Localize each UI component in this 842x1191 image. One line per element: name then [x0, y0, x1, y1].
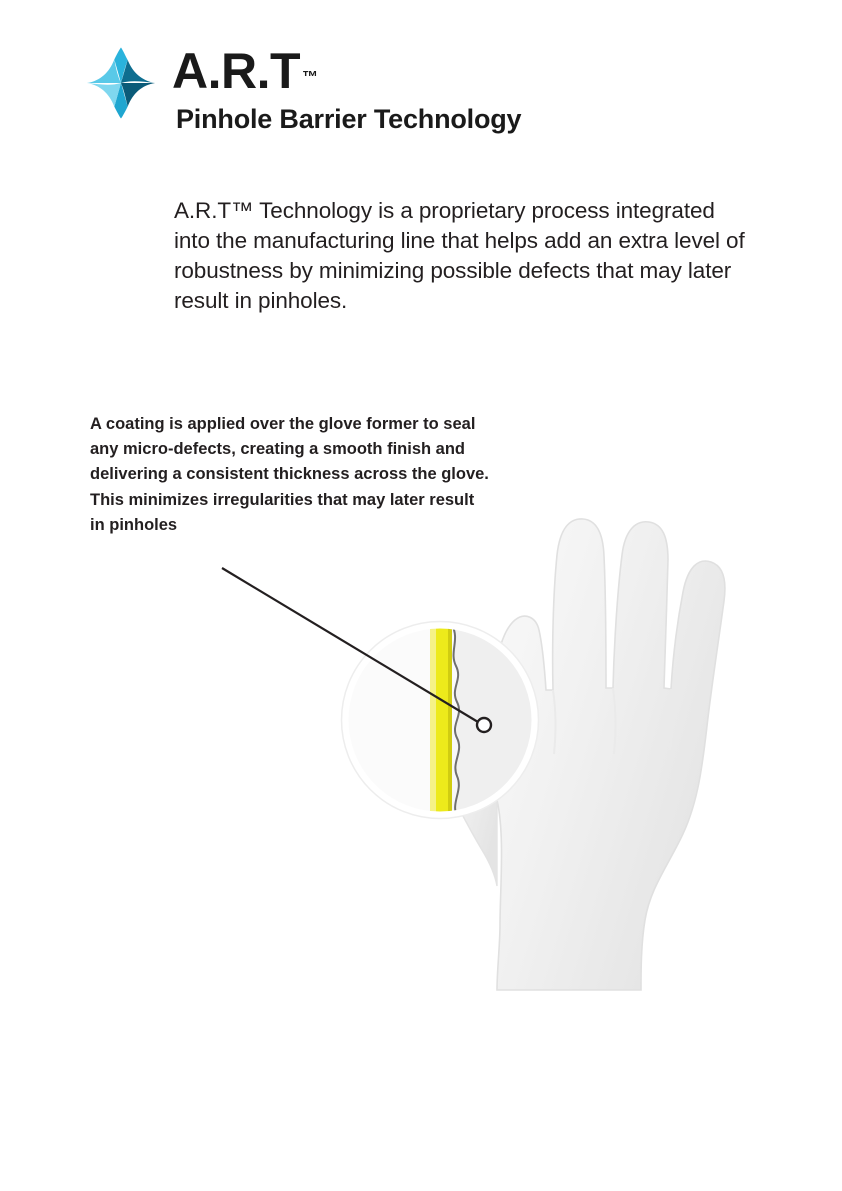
trademark-symbol: ™	[302, 68, 319, 86]
intro-paragraph: A.R.T™ Technology is a proprietary process integrated into the manufacturing line that helps add an extra level of robustness by minimizing possible defects that may later result in pinholes.	[174, 198, 745, 314]
four-point-star-icon	[84, 46, 158, 120]
brand-block	[172, 42, 521, 135]
magnified-coating-cross-section	[342, 622, 541, 819]
page-title: A.R.T	[172, 43, 301, 99]
logo-row	[84, 42, 764, 135]
glove-hand-illustration	[0, 330, 842, 1030]
brand-subtitle: Pinhole Barrier Technology	[176, 104, 522, 134]
brand-title-row	[172, 43, 521, 99]
header	[84, 42, 764, 135]
callout-text: A coating is applied over the glove former to seal any micro-defects, creating a smooth finish and delivering a consistent thickness across the glove. This minimizes irregularities that may later result in pinholes	[90, 415, 489, 534]
